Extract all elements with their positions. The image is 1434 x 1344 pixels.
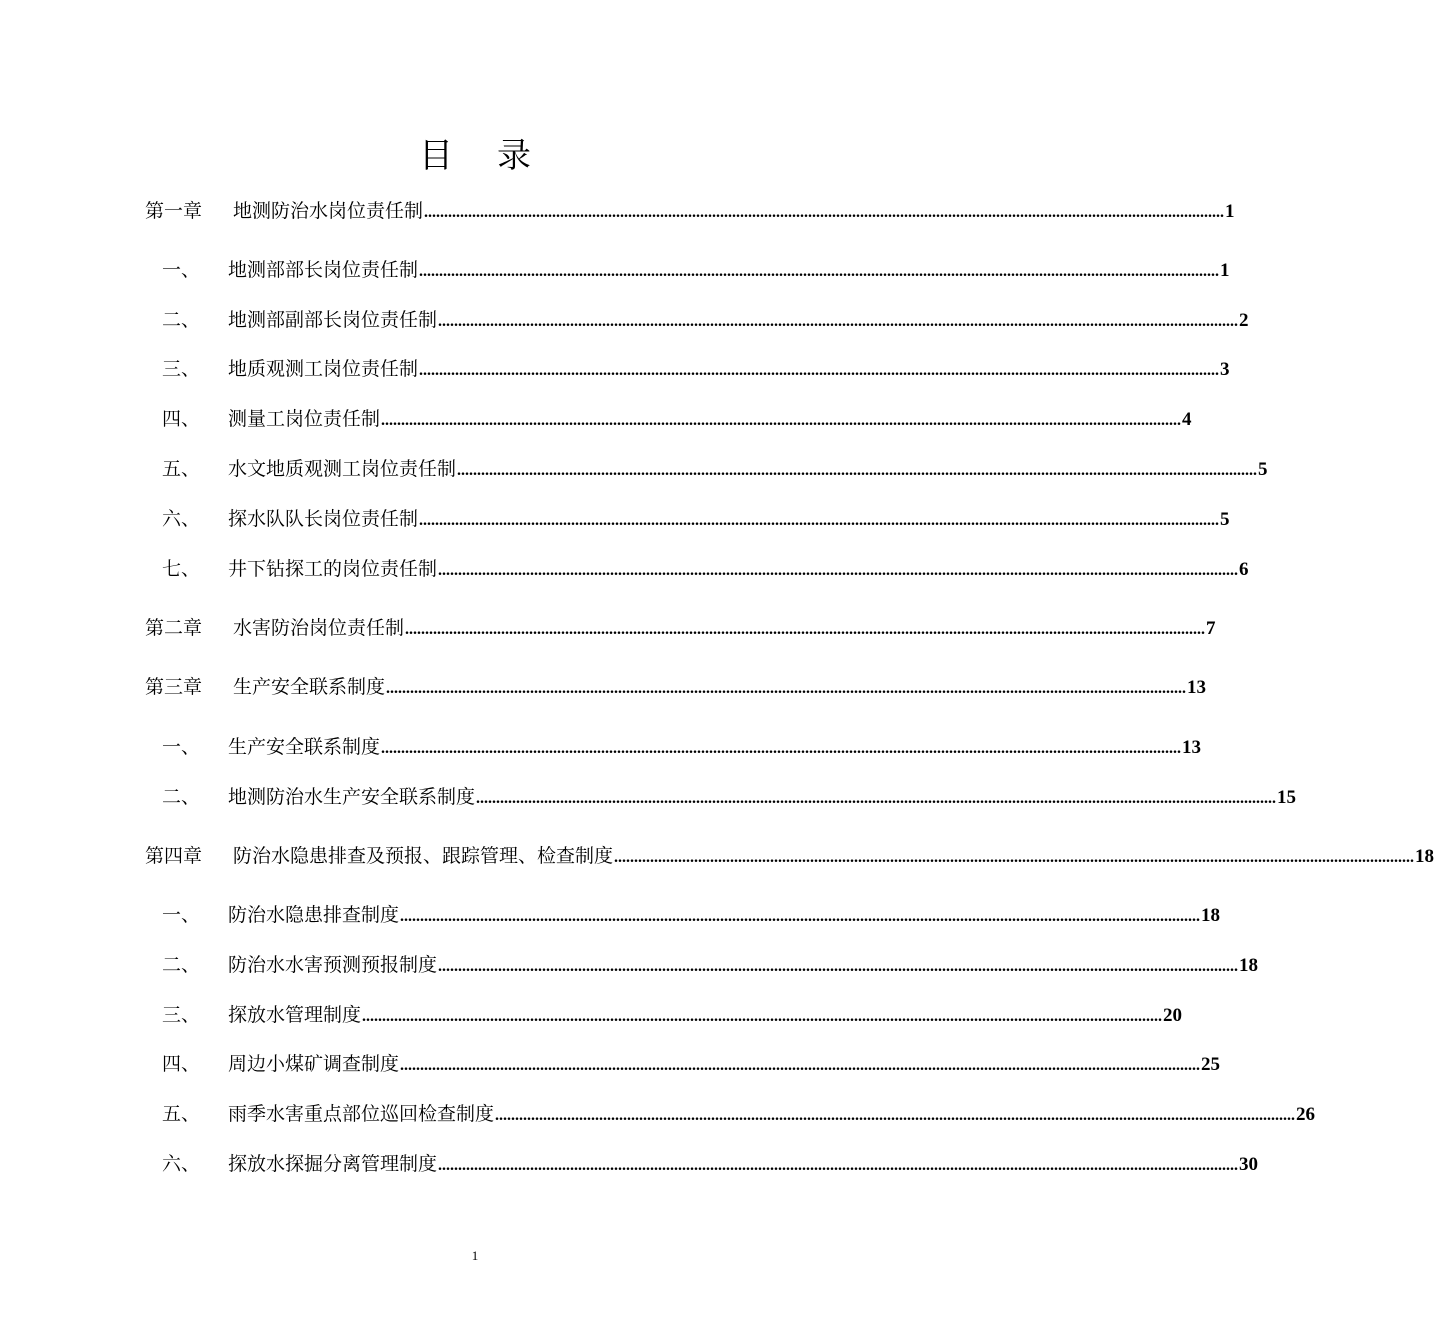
toc-chapter-entry[interactable]	[145, 842, 1434, 870]
toc-dot-leader: ........................................................................................................................................................................................................	[381, 412, 1182, 429]
toc-dot-leader: ........................................................................................................................................................................................................	[438, 562, 1239, 579]
toc-entry-page-number: 13	[1187, 677, 1207, 698]
toc-dot-leader: ........................................................................................................................................................................................................	[400, 1057, 1201, 1074]
toc-entry-page-number: 1	[1225, 201, 1235, 222]
toc-entry-title: 探水队队长岗位责任制	[228, 508, 419, 530]
toc-entry-title: 井下钻探工的岗位责任制	[228, 558, 438, 580]
toc-section-entry[interactable]	[162, 1100, 1316, 1128]
toc-entry-number: 第四章	[145, 845, 203, 867]
toc-entry-title: 地测防治水岗位责任制	[233, 200, 424, 222]
toc-dot-leader: ........................................................................................................................................................................................................	[386, 680, 1187, 697]
toc-section-entry[interactable]	[162, 783, 1297, 811]
toc-entry-title: 防治水隐患排查及预报、跟踪管理、检查制度	[233, 845, 614, 867]
toc-entry-number: 第一章	[145, 200, 203, 222]
toc-entry-number: 第二章	[145, 617, 203, 639]
toc-entry-page-number: 6	[1239, 559, 1249, 580]
toc-entry-title: 防治水隐患排查制度	[228, 904, 400, 926]
toc-entry-title: 探放水探掘分离管理制度	[228, 1153, 438, 1175]
toc-section-entry[interactable]	[162, 405, 1192, 433]
toc-dot-leader: ........................................................................................................................................................................................................	[438, 313, 1239, 330]
toc-dot-leader: ........................................................................................................................................................................................................	[419, 263, 1220, 280]
toc-entry-title: 地测部副部长岗位责任制	[228, 309, 438, 331]
toc-dot-leader: ........................................................................................................................................................................................................	[438, 1157, 1239, 1174]
toc-section-entry[interactable]	[162, 555, 1249, 583]
toc-entry-title: 雨季水害重点部位巡回检查制度	[228, 1103, 495, 1125]
toc-dot-leader: ........................................................................................................................................................................................................	[457, 462, 1258, 479]
toc-entry-number: 六、	[162, 1153, 201, 1175]
toc-entry-page-number: 2	[1239, 310, 1249, 331]
toc-section-entry[interactable]	[162, 901, 1221, 929]
toc-entry-page-number: 7	[1206, 618, 1216, 639]
toc-entry-title: 测量工岗位责任制	[228, 408, 381, 430]
toc-dot-leader: ........................................................................................................................................................................................................	[438, 958, 1239, 975]
toc-entry-title: 周边小煤矿调查制度	[228, 1053, 400, 1075]
toc-section-entry[interactable]	[162, 455, 1268, 483]
toc-entry-title: 防治水水害预测预报制度	[228, 954, 438, 976]
toc-dot-leader: ........................................................................................................................................................................................................	[476, 790, 1277, 807]
toc-section-entry[interactable]	[162, 505, 1230, 533]
toc-section-entry[interactable]	[162, 256, 1230, 284]
toc-entry-number: 四、	[162, 1053, 201, 1075]
toc-dot-leader: ........................................................................................................................................................................................................	[400, 908, 1201, 925]
toc-entry-number: 一、	[162, 736, 201, 758]
toc-section-entry[interactable]	[162, 951, 1259, 979]
toc-section-entry[interactable]	[162, 355, 1230, 383]
toc-entry-title: 探放水管理制度	[228, 1004, 362, 1026]
toc-chapter-entry[interactable]	[145, 673, 1207, 701]
toc-entry-number: 四、	[162, 408, 201, 430]
toc-entry-number: 三、	[162, 358, 201, 380]
toc-entry-page-number: 3	[1220, 359, 1230, 380]
toc-entry-number: 二、	[162, 954, 201, 976]
toc-entry-page-number: 30	[1239, 1154, 1259, 1175]
toc-entry-page-number: 18	[1239, 955, 1259, 976]
toc-dot-leader: ........................................................................................................................................................................................................	[614, 849, 1415, 866]
toc-entry-page-number: 26	[1296, 1104, 1316, 1125]
toc-dot-leader: ........................................................................................................................................................................................................	[405, 621, 1206, 638]
toc-dot-leader: ........................................................................................................................................................................................................	[419, 512, 1220, 529]
toc-entry-title: 生产安全联系制度	[233, 676, 386, 698]
page-footer-number: 1	[471, 1248, 479, 1263]
toc-dot-leader: ........................................................................................................................................................................................................	[495, 1107, 1296, 1124]
toc-entry-page-number: 1	[1220, 260, 1230, 281]
toc-section-entry[interactable]	[162, 1001, 1183, 1029]
toc-entry-number: 第三章	[145, 676, 203, 698]
toc-entry-number: 一、	[162, 904, 201, 926]
toc-entry-title: 水害防治岗位责任制	[233, 617, 405, 639]
toc-entry-number: 五、	[162, 1103, 201, 1125]
toc-entry-page-number: 15	[1277, 787, 1297, 808]
toc-dot-leader: ........................................................................................................................................................................................................	[362, 1008, 1163, 1025]
toc-entry-number: 七、	[162, 558, 201, 580]
toc-entry-number: 三、	[162, 1004, 201, 1026]
toc-entry-number: 五、	[162, 458, 201, 480]
toc-entry-page-number: 18	[1415, 846, 1434, 867]
toc-entry-title: 地测防治水生产安全联系制度	[228, 786, 476, 808]
toc-section-entry[interactable]	[162, 306, 1249, 334]
toc-entry-number: 一、	[162, 259, 201, 281]
toc-entry-page-number: 25	[1201, 1054, 1221, 1075]
toc-entry-title: 地质观测工岗位责任制	[228, 358, 419, 380]
toc-entry-page-number: 5	[1220, 509, 1230, 530]
toc-dot-leader: ........................................................................................................................................................................................................	[424, 204, 1225, 221]
toc-entry-number: 二、	[162, 786, 201, 808]
toc-entry-number: 二、	[162, 309, 201, 331]
toc-entry-page-number: 5	[1258, 459, 1268, 480]
toc-entry-page-number: 20	[1163, 1005, 1183, 1026]
toc-entry-title: 生产安全联系制度	[228, 736, 381, 758]
toc-section-entry[interactable]	[162, 1050, 1221, 1078]
toc-entry-number: 六、	[162, 508, 201, 530]
toc-section-entry[interactable]	[162, 733, 1202, 761]
toc-entry-title: 地测部部长岗位责任制	[228, 259, 419, 281]
toc-dot-leader: ........................................................................................................................................................................................................	[381, 740, 1182, 757]
toc-chapter-entry[interactable]	[145, 197, 1235, 225]
toc-chapter-entry[interactable]	[145, 614, 1216, 642]
toc-entry-page-number: 18	[1201, 905, 1221, 926]
toc-entry-title: 水文地质观测工岗位责任制	[228, 458, 457, 480]
toc-entry-page-number: 13	[1182, 737, 1202, 758]
toc-section-entry[interactable]	[162, 1150, 1259, 1178]
page-title: 目录	[419, 136, 575, 176]
toc-entry-page-number: 4	[1182, 409, 1192, 430]
toc-dot-leader: ........................................................................................................................................................................................................	[419, 362, 1220, 379]
